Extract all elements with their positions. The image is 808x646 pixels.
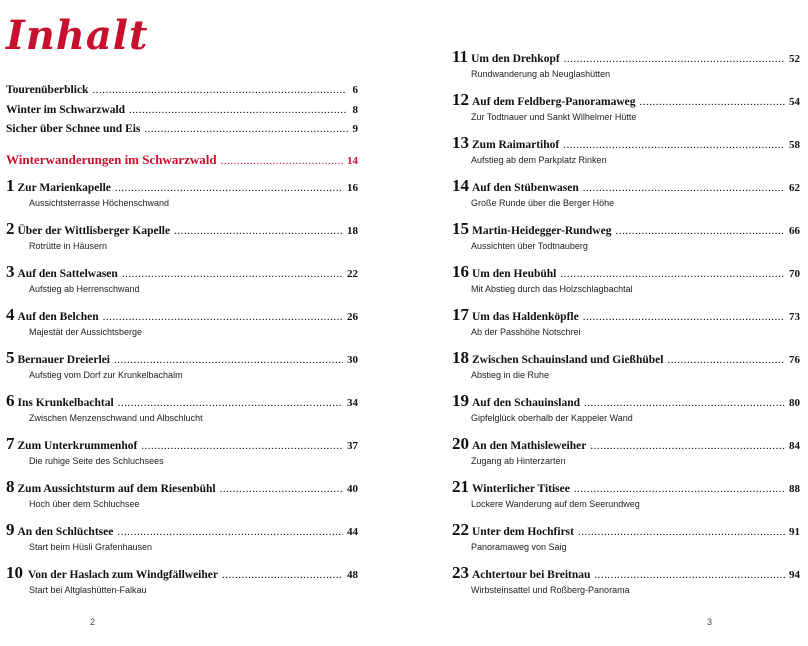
tour-subtitle: Die ruhige Seite des Schluchsees bbox=[29, 456, 164, 466]
tour-title: Winterlicher Titisee bbox=[472, 483, 570, 495]
leader-dots bbox=[584, 397, 785, 409]
leader-dots bbox=[129, 104, 347, 116]
tour-subtitle: Zur Todtnauer und Sankt Wilhelmer Hütte bbox=[471, 112, 637, 122]
leader-dots bbox=[122, 268, 343, 280]
leader-dots bbox=[103, 311, 343, 323]
toc-tour-row[interactable] bbox=[452, 90, 800, 110]
tour-subtitle: Aufstieg ab dem Parkplatz Rinken bbox=[471, 155, 607, 165]
toc-tour-row[interactable] bbox=[452, 434, 800, 454]
tour-title: Zum Aussichtsturm auf dem Riesenbühl bbox=[17, 483, 216, 495]
tour-number: 15 bbox=[452, 219, 469, 238]
tour-page: 76 bbox=[789, 354, 800, 366]
tour-number: 6 bbox=[6, 391, 15, 410]
tour-page: 30 bbox=[347, 354, 358, 366]
toc-tour-row[interactable] bbox=[452, 391, 800, 411]
tour-page: 18 bbox=[347, 225, 358, 237]
toc-tour-row[interactable] bbox=[452, 563, 800, 583]
tour-number: 13 bbox=[452, 133, 469, 152]
tour-title: Über der Wittlisberger Kapelle bbox=[17, 225, 171, 237]
tour-title: Achtertour bei Breitnau bbox=[472, 569, 591, 581]
inhalt-logo: Inhalt bbox=[6, 12, 149, 59]
tour-page: 80 bbox=[789, 397, 800, 409]
leader-dots bbox=[222, 569, 343, 581]
tour-subtitle: Start beim Hüsli Grafenhausen bbox=[29, 542, 153, 552]
leader-dots bbox=[583, 311, 785, 323]
toc-tour-row[interactable] bbox=[452, 520, 800, 540]
tour-title: An den Mathisleweiher bbox=[472, 440, 587, 452]
toc-tour-row[interactable] bbox=[6, 305, 358, 325]
tour-number: 12 bbox=[452, 90, 469, 109]
leader-dots bbox=[590, 440, 785, 452]
leader-dots bbox=[560, 268, 785, 280]
tour-page: 37 bbox=[347, 440, 358, 452]
tour-subtitle: Panoramaweg von Saig bbox=[471, 542, 567, 552]
leader-dots bbox=[667, 354, 785, 366]
toc-tour-row[interactable] bbox=[6, 434, 358, 454]
tour-number: 20 bbox=[452, 434, 469, 453]
toc-page: 8 bbox=[352, 104, 358, 116]
leader-dots bbox=[115, 182, 343, 194]
tour-title: Martin-Heidegger-Rundweg bbox=[472, 225, 612, 237]
tour-title: Auf den Stübenwasen bbox=[472, 182, 579, 194]
tour-page: 34 bbox=[347, 397, 358, 409]
toc-tour-row[interactable] bbox=[6, 563, 358, 583]
toc-tour-row[interactable] bbox=[452, 477, 800, 497]
leader-dots bbox=[144, 123, 347, 135]
toc-section-row[interactable] bbox=[6, 152, 358, 168]
tour-title: Um den Drehkopf bbox=[471, 53, 560, 65]
tour-subtitle: Mit Abstieg durch das Holzschlagbachtal bbox=[471, 284, 633, 294]
tour-title: Ins Krunkelbachtal bbox=[17, 397, 114, 409]
tour-number: 2 bbox=[6, 219, 15, 238]
tour-page: 54 bbox=[789, 96, 800, 108]
page-number-left: 2 bbox=[90, 617, 96, 627]
tour-subtitle: Majestät der Aussichtsberge bbox=[29, 327, 143, 337]
section-page: 14 bbox=[347, 155, 358, 167]
tour-title: Unter dem Hochfirst bbox=[472, 526, 574, 538]
tour-subtitle: Aussichtsterrasse Höchenschwand bbox=[29, 198, 170, 208]
tour-page: 48 bbox=[347, 569, 358, 581]
toc-tour-row[interactable] bbox=[6, 219, 358, 239]
tour-title: Bernauer Dreierlei bbox=[17, 354, 110, 366]
tour-title: Zwischen Schauinsland und Gießhübel bbox=[472, 354, 664, 366]
leader-dots bbox=[564, 53, 785, 65]
tour-number: 4 bbox=[6, 305, 15, 324]
tour-title: Zum Raimartihof bbox=[472, 139, 560, 151]
toc-intro-row[interactable] bbox=[6, 104, 358, 116]
toc-tour-row[interactable] bbox=[452, 305, 800, 325]
leader-dots bbox=[114, 354, 343, 366]
tour-title: An den Schlüchtsee bbox=[17, 526, 114, 538]
tour-page: 62 bbox=[789, 182, 800, 194]
tour-subtitle: Abstieg in die Ruhe bbox=[471, 370, 550, 380]
tour-page: 70 bbox=[789, 268, 800, 280]
toc-tour-row[interactable] bbox=[6, 477, 358, 497]
leader-dots bbox=[574, 483, 785, 495]
tour-title: Zur Marienkapelle bbox=[17, 182, 111, 194]
tour-subtitle: Rundwanderung ab Neuglashütten bbox=[471, 69, 611, 79]
tour-title: Auf dem Feldberg-Panoramaweg bbox=[472, 96, 636, 108]
tour-page: 26 bbox=[347, 311, 358, 323]
toc-page: 6 bbox=[352, 84, 358, 96]
leader-dots bbox=[92, 84, 346, 96]
tour-page: 73 bbox=[789, 311, 800, 323]
tour-subtitle: Große Runde über die Berger Höhe bbox=[471, 198, 615, 208]
leader-dots bbox=[118, 397, 343, 409]
leader-dots bbox=[583, 182, 785, 194]
tour-number: 21 bbox=[452, 477, 469, 496]
toc-tour-row[interactable] bbox=[6, 520, 358, 540]
tour-number: 14 bbox=[452, 176, 469, 195]
toc-intro-row[interactable] bbox=[6, 84, 358, 96]
tour-title: Auf den Belchen bbox=[17, 311, 99, 323]
tour-number: 8 bbox=[6, 477, 15, 496]
leader-dots bbox=[563, 139, 785, 151]
tour-number: 16 bbox=[452, 262, 469, 281]
leader-dots bbox=[615, 225, 785, 237]
toc-tour-row[interactable] bbox=[452, 133, 800, 153]
tour-subtitle: Gipfelglück oberhalb der Kappeler Wand bbox=[471, 413, 633, 423]
tour-number: 5 bbox=[6, 348, 15, 367]
tour-subtitle: Hoch über dem Schluchsee bbox=[29, 499, 140, 509]
tour-subtitle: Aussichten über Todtnauberg bbox=[471, 241, 588, 251]
tour-page: 40 bbox=[347, 483, 358, 495]
tour-page: 84 bbox=[789, 440, 800, 452]
toc-title: Winter im Schwarzwald bbox=[6, 104, 126, 116]
tour-subtitle: Ab der Passhöhe Notschrei bbox=[471, 327, 581, 337]
tour-title: Um das Haldenköpfle bbox=[472, 311, 579, 323]
tour-number: 11 bbox=[452, 47, 469, 66]
tour-subtitle: Zwischen Menzenschwand und Albschlucht bbox=[29, 413, 203, 423]
leader-dots bbox=[174, 225, 343, 237]
tour-title: Von der Haslach zum Windgfällweiher bbox=[28, 569, 218, 581]
tour-page: 52 bbox=[789, 53, 800, 65]
toc-title: Tourenüberblick bbox=[6, 84, 89, 96]
toc-intro-row[interactable] bbox=[6, 123, 358, 135]
toc-page: 9 bbox=[352, 123, 358, 135]
tour-page: 66 bbox=[789, 225, 800, 237]
tour-page: 22 bbox=[347, 268, 358, 280]
tour-number: 9 bbox=[6, 520, 15, 539]
tour-number: 10 bbox=[6, 563, 23, 582]
tour-number: 23 bbox=[452, 563, 469, 582]
toc-tour-row[interactable] bbox=[6, 348, 358, 368]
tour-title: Auf den Sattelwasen bbox=[17, 268, 118, 280]
toc-tour-row[interactable] bbox=[6, 176, 358, 196]
tour-title: Zum Unterkrummenhof bbox=[17, 440, 138, 452]
toc-tour-row[interactable] bbox=[452, 348, 800, 368]
toc-tour-row[interactable] bbox=[452, 176, 800, 196]
toc-tour-row[interactable] bbox=[6, 262, 358, 282]
page-number-right: 3 bbox=[707, 617, 713, 627]
tour-subtitle: Rotrütte in Häusern bbox=[29, 241, 108, 251]
tour-subtitle: Zugang ab Hinterzarten bbox=[471, 456, 566, 466]
tour-number: 22 bbox=[452, 520, 469, 539]
tour-number: 17 bbox=[452, 305, 469, 324]
toc-tour-row[interactable] bbox=[452, 47, 800, 67]
tour-number: 3 bbox=[6, 262, 15, 281]
tour-title: Um den Heubühl bbox=[472, 268, 557, 280]
tour-page: 91 bbox=[789, 526, 800, 538]
tour-page: 88 bbox=[789, 483, 800, 495]
toc-tour-row[interactable] bbox=[452, 219, 800, 239]
tour-page: 58 bbox=[789, 139, 800, 151]
tour-subtitle: Aufstieg ab Herrenschwand bbox=[29, 284, 140, 294]
toc-tour-row[interactable] bbox=[6, 391, 358, 411]
tour-number: 1 bbox=[6, 176, 15, 195]
leader-dots bbox=[594, 569, 785, 581]
tour-subtitle: Lockere Wanderung auf dem Seerundweg bbox=[471, 499, 640, 509]
leader-dots bbox=[117, 526, 343, 538]
tour-subtitle: Aufstieg vom Dorf zur Krunkelbachalm bbox=[29, 370, 183, 380]
leader-dots bbox=[141, 440, 343, 452]
tour-number: 18 bbox=[452, 348, 469, 367]
tour-page: 16 bbox=[347, 182, 358, 194]
tour-subtitle: Wirbsteinsattel und Roßberg-Panorama bbox=[471, 585, 630, 595]
leader-dots bbox=[578, 526, 785, 538]
toc-tour-row[interactable] bbox=[452, 262, 800, 282]
tour-page: 44 bbox=[347, 526, 358, 538]
leader-dots bbox=[640, 96, 785, 108]
leader-dots bbox=[220, 483, 343, 495]
tour-subtitle: Start bei Altglashütten-Falkau bbox=[29, 585, 147, 595]
leader-dots bbox=[221, 155, 343, 167]
section-title: Winterwanderungen im Schwarzwald bbox=[6, 152, 217, 167]
toc-title: Sicher über Schnee und Eis bbox=[6, 123, 141, 135]
tour-number: 7 bbox=[6, 434, 15, 453]
tour-page: 94 bbox=[789, 569, 800, 581]
tour-title: Auf den Schauinsland bbox=[472, 397, 581, 409]
tour-number: 19 bbox=[452, 391, 469, 410]
